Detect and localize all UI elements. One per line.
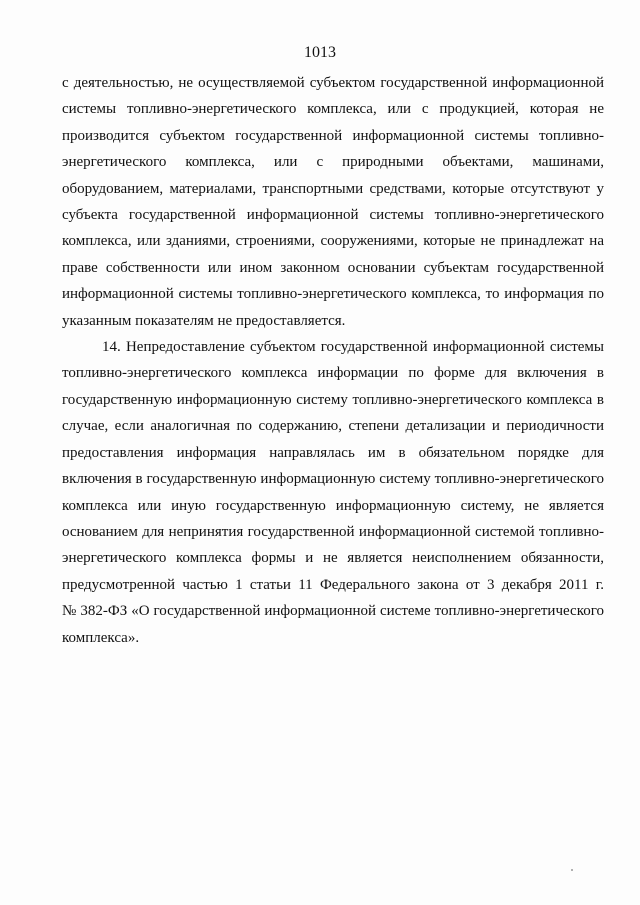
- text-line: государственную информационную систему топливно-энергетического комплекса в: [62, 391, 604, 408]
- text-line: с деятельностью, не осуществляемой субъектом государственной информационной: [62, 75, 604, 91]
- text-line: основанием для непринятия государственной информационной системой топливно-: [62, 523, 604, 540]
- text-line: предоставления информация направлялась им в обязательном порядке для: [62, 444, 604, 461]
- text-line: 14. Непредоставление субъектом государственной информационной системы: [102, 339, 604, 356]
- text-line: оборудованием, материалами, транспортными средствами, которые отсутствуют у: [62, 180, 604, 197]
- text-line: предусмотренной частью 1 статьи 11 Федерального закона от 3 декабря 2011 г.: [62, 576, 604, 593]
- text-line: системы топливно-энергетического комплекса, или с продукцией, которая не: [62, 101, 604, 118]
- paragraph-continuation: [62, 70, 604, 334]
- text-line: энергетического комплекса, или с природными объектами, машинами,: [62, 154, 604, 171]
- scan-speck: [571, 869, 573, 871]
- text-line: праве собственности или ином законном основании субъектам государственной: [62, 259, 604, 276]
- document-body: [62, 70, 604, 651]
- text-line: комплекса».: [62, 629, 140, 646]
- text-line: субъекта государственной информационной системы топливно-энергетического: [62, 207, 604, 224]
- text-line: включения в государственную информационную систему топливно-энергетического: [62, 471, 604, 488]
- text-line: производится субъектом государственной информационной системы топливно-: [62, 127, 604, 144]
- text-line: информационной системы топливно-энергетического комплекса, то информация по: [62, 286, 604, 303]
- text-line: комплекса, или зданиями, строениями, сооружениями, которые не принадлежат на: [62, 233, 604, 250]
- text-line: случае, если аналогичная по содержанию, степени детализации и периодичности: [62, 418, 604, 435]
- text-line: топливно-энергетического комплекса информации по форме для включения в: [62, 365, 604, 382]
- paragraph-item-14: [62, 334, 604, 651]
- page-number: 1013: [304, 44, 336, 61]
- text-line: № 382-ФЗ «О государственной информационной системе топливно-энергетического: [62, 603, 604, 620]
- text-line: комплекса или иную государственную информационную систему, не является: [62, 497, 604, 514]
- text-line: указанным показателям не предоставляется.: [62, 312, 346, 329]
- text-line: энергетического комплекса формы и не является неисполнением обязанности,: [62, 550, 604, 567]
